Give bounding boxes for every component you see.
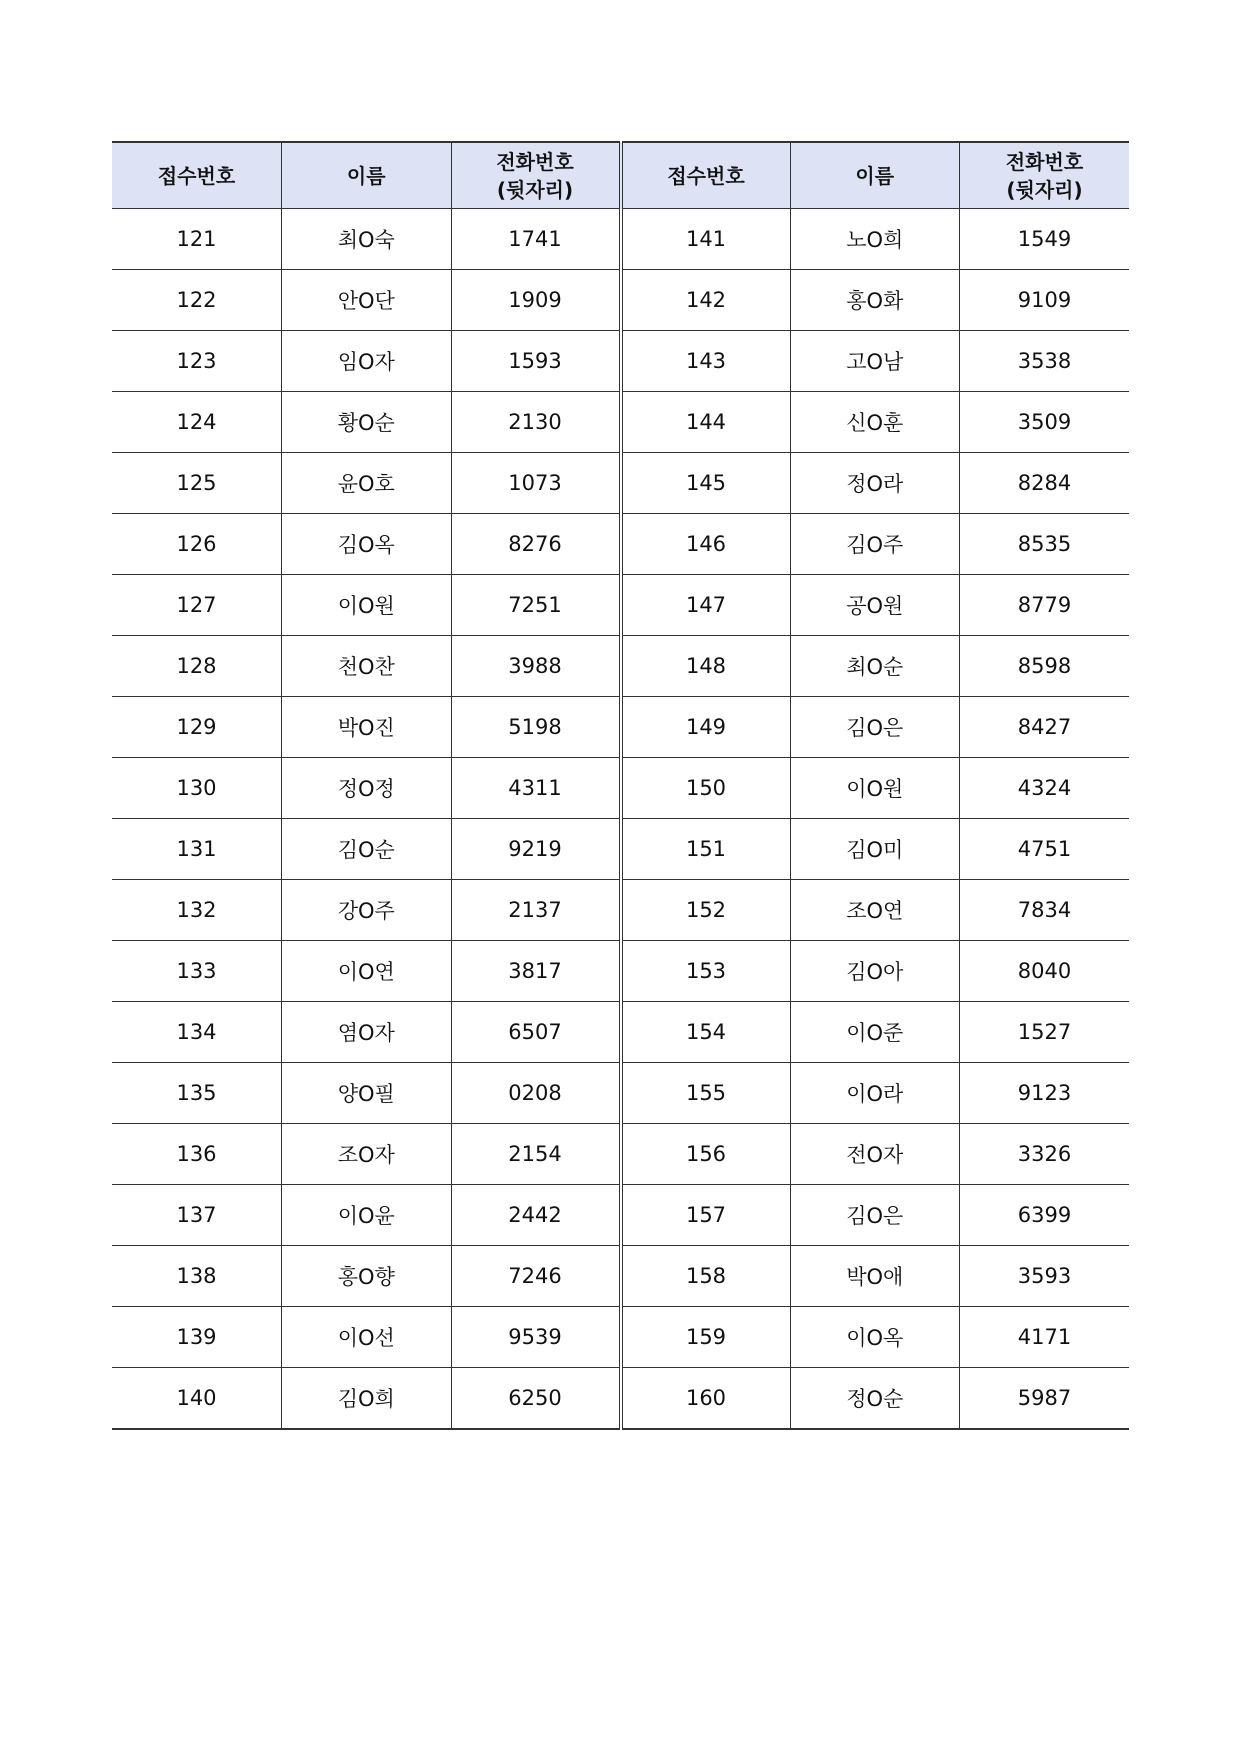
receipt-number-cell: 147 bbox=[621, 575, 791, 636]
name-cell: 강O주 bbox=[282, 880, 452, 941]
name-cell: 정O정 bbox=[282, 758, 452, 819]
receipt-number-cell: 140 bbox=[112, 1368, 282, 1430]
phone-cell: 2442 bbox=[451, 1185, 621, 1246]
receipt-number-cell: 159 bbox=[621, 1307, 791, 1368]
name-cell: 천O찬 bbox=[282, 636, 452, 697]
name-cell: 이O원 bbox=[282, 575, 452, 636]
name-cell: 임O자 bbox=[282, 331, 452, 392]
name-cell: 조O자 bbox=[282, 1124, 452, 1185]
name-cell: 김O순 bbox=[282, 819, 452, 880]
table-row bbox=[112, 209, 1129, 270]
name-cell: 김O은 bbox=[790, 697, 960, 758]
name-cell: 황O순 bbox=[282, 392, 452, 453]
table-row bbox=[112, 1124, 1129, 1185]
phone-cell: 7834 bbox=[960, 880, 1130, 941]
table-row bbox=[112, 819, 1129, 880]
name-cell: 이O라 bbox=[790, 1063, 960, 1124]
table-row bbox=[112, 514, 1129, 575]
table-row bbox=[112, 758, 1129, 819]
applicant-table bbox=[112, 141, 1129, 1430]
receipt-number-cell: 145 bbox=[621, 453, 791, 514]
header-receipt-number: 접수번호 bbox=[621, 142, 791, 209]
name-cell: 공O원 bbox=[790, 575, 960, 636]
table-row bbox=[112, 1063, 1129, 1124]
table-row bbox=[112, 1185, 1129, 1246]
phone-cell: 3988 bbox=[451, 636, 621, 697]
name-cell: 홍O향 bbox=[282, 1246, 452, 1307]
phone-cell: 6399 bbox=[960, 1185, 1130, 1246]
receipt-number-cell: 142 bbox=[621, 270, 791, 331]
phone-cell: 8276 bbox=[451, 514, 621, 575]
table-row bbox=[112, 636, 1129, 697]
receipt-number-cell: 153 bbox=[621, 941, 791, 1002]
receipt-number-cell: 155 bbox=[621, 1063, 791, 1124]
receipt-number-cell: 131 bbox=[112, 819, 282, 880]
table-row bbox=[112, 270, 1129, 331]
name-cell: 김O은 bbox=[790, 1185, 960, 1246]
name-cell: 안O단 bbox=[282, 270, 452, 331]
name-cell: 고O남 bbox=[790, 331, 960, 392]
receipt-number-cell: 156 bbox=[621, 1124, 791, 1185]
name-cell: 이O연 bbox=[282, 941, 452, 1002]
phone-cell: 4751 bbox=[960, 819, 1130, 880]
receipt-number-cell: 157 bbox=[621, 1185, 791, 1246]
phone-cell: 8284 bbox=[960, 453, 1130, 514]
receipt-number-cell: 137 bbox=[112, 1185, 282, 1246]
name-cell: 최O순 bbox=[790, 636, 960, 697]
name-cell: 이O옥 bbox=[790, 1307, 960, 1368]
phone-cell: 9219 bbox=[451, 819, 621, 880]
receipt-number-cell: 141 bbox=[621, 209, 791, 270]
receipt-number-cell: 128 bbox=[112, 636, 282, 697]
receipt-number-cell: 134 bbox=[112, 1002, 282, 1063]
name-cell: 이O준 bbox=[790, 1002, 960, 1063]
phone-cell: 1073 bbox=[451, 453, 621, 514]
receipt-number-cell: 136 bbox=[112, 1124, 282, 1185]
table-row bbox=[112, 1246, 1129, 1307]
phone-cell: 1549 bbox=[960, 209, 1130, 270]
receipt-number-cell: 144 bbox=[621, 392, 791, 453]
name-cell: 홍O화 bbox=[790, 270, 960, 331]
receipt-number-cell: 127 bbox=[112, 575, 282, 636]
phone-cell: 5987 bbox=[960, 1368, 1130, 1430]
phone-cell: 7251 bbox=[451, 575, 621, 636]
name-cell: 김O주 bbox=[790, 514, 960, 575]
receipt-number-cell: 135 bbox=[112, 1063, 282, 1124]
receipt-number-cell: 130 bbox=[112, 758, 282, 819]
receipt-number-cell: 151 bbox=[621, 819, 791, 880]
phone-cell: 2154 bbox=[451, 1124, 621, 1185]
receipt-number-cell: 122 bbox=[112, 270, 282, 331]
receipt-number-cell: 139 bbox=[112, 1307, 282, 1368]
header-name: 이름 bbox=[790, 142, 960, 209]
table-row bbox=[112, 392, 1129, 453]
header-name: 이름 bbox=[282, 142, 452, 209]
name-cell: 이O윤 bbox=[282, 1185, 452, 1246]
receipt-number-cell: 143 bbox=[621, 331, 791, 392]
phone-cell: 1593 bbox=[451, 331, 621, 392]
table-body bbox=[112, 209, 1129, 1430]
table-row bbox=[112, 697, 1129, 758]
name-cell: 양O필 bbox=[282, 1063, 452, 1124]
header-phone-label: 전화번호 bbox=[496, 149, 574, 174]
receipt-number-cell: 138 bbox=[112, 1246, 282, 1307]
receipt-number-cell: 123 bbox=[112, 331, 282, 392]
phone-cell: 1527 bbox=[960, 1002, 1130, 1063]
receipt-number-cell: 160 bbox=[621, 1368, 791, 1430]
name-cell: 김O희 bbox=[282, 1368, 452, 1430]
header-receipt-number: 접수번호 bbox=[112, 142, 282, 209]
receipt-number-cell: 121 bbox=[112, 209, 282, 270]
name-cell: 전O자 bbox=[790, 1124, 960, 1185]
header-phone-sublabel: (뒷자리) bbox=[1006, 177, 1083, 202]
phone-cell: 7246 bbox=[451, 1246, 621, 1307]
name-cell: 정O라 bbox=[790, 453, 960, 514]
table-row bbox=[112, 941, 1129, 1002]
phone-cell: 9539 bbox=[451, 1307, 621, 1368]
receipt-number-cell: 146 bbox=[621, 514, 791, 575]
table-row bbox=[112, 1002, 1129, 1063]
receipt-number-cell: 149 bbox=[621, 697, 791, 758]
phone-cell: 4311 bbox=[451, 758, 621, 819]
phone-cell: 1741 bbox=[451, 209, 621, 270]
header-phone-sublabel: (뒷자리) bbox=[496, 177, 574, 202]
phone-cell: 8427 bbox=[960, 697, 1130, 758]
phone-cell: 9109 bbox=[960, 270, 1130, 331]
phone-cell: 9123 bbox=[960, 1063, 1130, 1124]
receipt-number-cell: 152 bbox=[621, 880, 791, 941]
name-cell: 박O애 bbox=[790, 1246, 960, 1307]
receipt-number-cell: 154 bbox=[621, 1002, 791, 1063]
header-phone-label: 전화번호 bbox=[1005, 149, 1084, 174]
name-cell: 염O자 bbox=[282, 1002, 452, 1063]
phone-cell: 8040 bbox=[960, 941, 1130, 1002]
name-cell: 이O원 bbox=[790, 758, 960, 819]
phone-cell: 8535 bbox=[960, 514, 1130, 575]
name-cell: 김O아 bbox=[790, 941, 960, 1002]
phone-cell: 3538 bbox=[960, 331, 1130, 392]
receipt-number-cell: 129 bbox=[112, 697, 282, 758]
phone-cell: 1909 bbox=[451, 270, 621, 331]
table-row bbox=[112, 880, 1129, 941]
phone-cell: 3817 bbox=[451, 941, 621, 1002]
header-row bbox=[112, 142, 1129, 209]
phone-cell: 3326 bbox=[960, 1124, 1130, 1185]
name-cell: 최O숙 bbox=[282, 209, 452, 270]
name-cell: 김O미 bbox=[790, 819, 960, 880]
name-cell: 윤O호 bbox=[282, 453, 452, 514]
header-phone-last-digits bbox=[960, 142, 1130, 209]
name-cell: 김O옥 bbox=[282, 514, 452, 575]
name-cell: 정O순 bbox=[790, 1368, 960, 1430]
phone-cell: 0208 bbox=[451, 1063, 621, 1124]
table-row bbox=[112, 453, 1129, 514]
phone-cell: 6250 bbox=[451, 1368, 621, 1430]
name-cell: 이O선 bbox=[282, 1307, 452, 1368]
receipt-number-cell: 126 bbox=[112, 514, 282, 575]
phone-cell: 3593 bbox=[960, 1246, 1130, 1307]
table-row bbox=[112, 1368, 1129, 1430]
name-cell: 노O희 bbox=[790, 209, 960, 270]
table-row bbox=[112, 1307, 1129, 1368]
receipt-number-cell: 124 bbox=[112, 392, 282, 453]
name-cell: 박O진 bbox=[282, 697, 452, 758]
phone-cell: 4324 bbox=[960, 758, 1130, 819]
receipt-number-cell: 132 bbox=[112, 880, 282, 941]
phone-cell: 4171 bbox=[960, 1307, 1130, 1368]
phone-cell: 2137 bbox=[451, 880, 621, 941]
name-cell: 조O연 bbox=[790, 880, 960, 941]
phone-cell: 8779 bbox=[960, 575, 1130, 636]
phone-cell: 5198 bbox=[451, 697, 621, 758]
phone-cell: 8598 bbox=[960, 636, 1130, 697]
receipt-number-cell: 158 bbox=[621, 1246, 791, 1307]
table-row bbox=[112, 331, 1129, 392]
name-cell: 신O훈 bbox=[790, 392, 960, 453]
phone-cell: 6507 bbox=[451, 1002, 621, 1063]
receipt-number-cell: 125 bbox=[112, 453, 282, 514]
table-row bbox=[112, 575, 1129, 636]
receipt-number-cell: 133 bbox=[112, 941, 282, 1002]
phone-cell: 3509 bbox=[960, 392, 1130, 453]
receipt-number-cell: 148 bbox=[621, 636, 791, 697]
phone-cell: 2130 bbox=[451, 392, 621, 453]
header-phone-last-digits bbox=[451, 142, 621, 209]
receipt-number-cell: 150 bbox=[621, 758, 791, 819]
